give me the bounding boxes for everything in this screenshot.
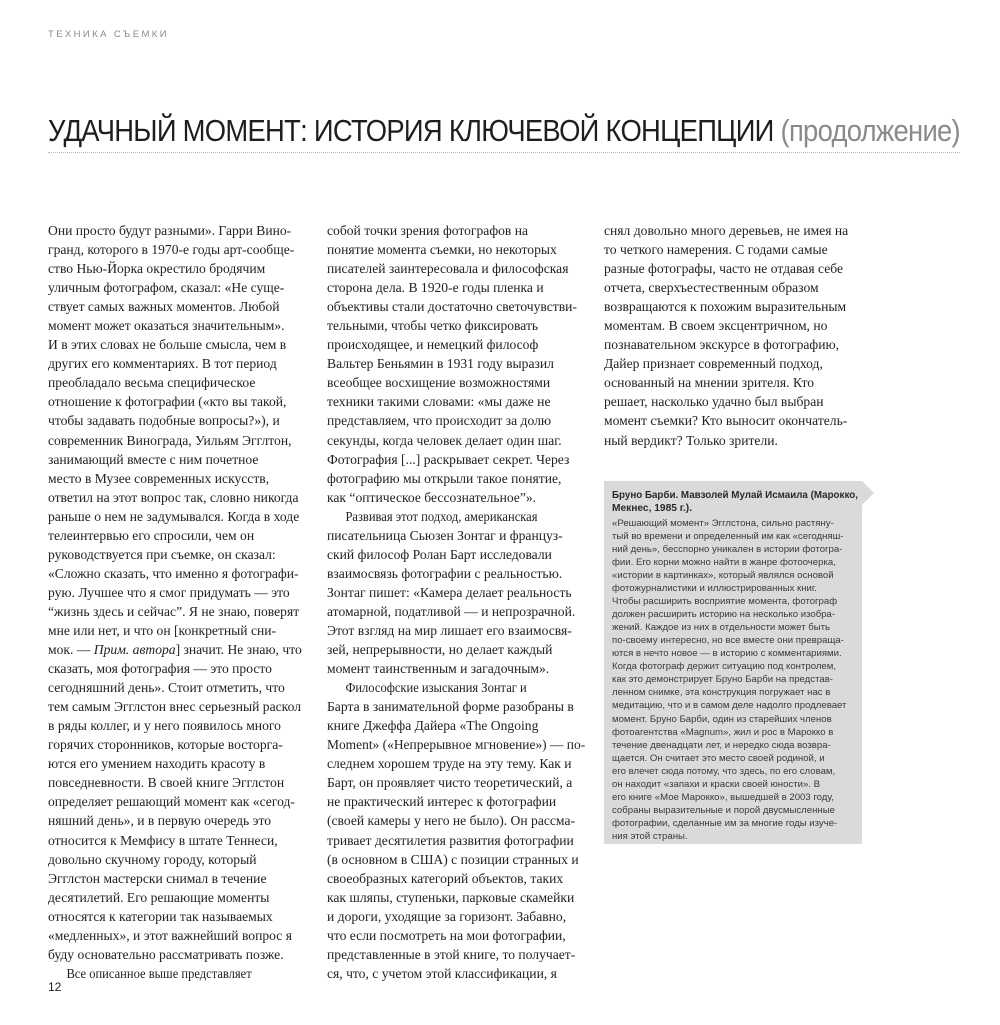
text-line: всеобщее восхищение возможностями <box>327 375 551 391</box>
text-line: то четкого намерения. С годами самые <box>604 242 828 258</box>
text-line: снял довольно много деревьев, не имея на <box>604 223 849 238</box>
caption-line: жений. Каждое из них в отдельности может быть <box>612 622 831 634</box>
text-line: современник Винограда, Уильям Эгглтон, <box>48 432 292 448</box>
text-line: относятся к категории так называемых <box>48 908 273 924</box>
text-line: других его комментариях. В тот период <box>48 356 277 372</box>
body-column-2 <box>327 221 585 983</box>
text-line: секунды, когда человек делает один шаг. <box>327 432 562 448</box>
text-line: телеинтервью его спросили, чем он <box>48 527 255 543</box>
text-line: И в этих словах не больше смысла, чем в <box>48 337 287 353</box>
caption-line: собраны выразительные и порой двусмысленные <box>612 804 835 816</box>
text-line: сказать, моя фотография — это просто <box>48 661 272 677</box>
text-line: момент съемки? Кто выносит окончатель- <box>604 413 848 429</box>
text-line: довольно скучному городу, который <box>48 851 257 867</box>
text-line: гранд, которого в 1970-е годы арт-сообще- <box>48 242 295 258</box>
caption-line: ния этой страны. <box>612 830 688 842</box>
text-line: происходящее, и немецкий философ <box>327 337 539 353</box>
text-line: фотографию мы открыли такое понятие, <box>327 470 562 486</box>
text-line: как шляпы, ступеньки, парковые скамейки <box>327 889 575 905</box>
text-line: решает, насколько удачно был выбран <box>604 394 824 410</box>
text-line: своеобразных категорий объектов, таких <box>327 870 564 886</box>
text-line: Барт, он проявляет чисто теоретический, а <box>327 775 573 791</box>
text-line: рую. Лучшее что я смог придумать — это <box>48 584 290 600</box>
text-line: относится к Мемфису в штате Теннеси, <box>48 832 278 848</box>
text-line: повседневности. В своей книге Эгглстон <box>48 775 285 791</box>
photo-caption <box>612 489 858 843</box>
caption-line: его книге «Мое Марокко», вышедшей в 2003 году, <box>612 791 834 803</box>
text-line: раньше о нем не задумывался. Когда в ходе <box>48 508 300 524</box>
text-line: тельными, чтобы четко фиксировать <box>327 318 539 334</box>
text-line: (своей камеры у него не было). Он рассма- <box>327 813 576 829</box>
caption-line: он находит «запахи и краски своей юности». В <box>612 778 821 790</box>
text-line: ный вердикт? Только зрители. <box>604 432 778 448</box>
text-line: техники такими словами: «мы даже не <box>327 394 551 410</box>
body-column-3 <box>604 221 862 450</box>
text-line: Вальтер Беньямин в 1931 году выразил <box>327 356 554 372</box>
caption-line: ленном снимке, эта конструкция погружает нас в <box>612 687 831 699</box>
text-line: как “оптическое бессознательное”». <box>327 489 537 505</box>
text-line: представляем, что происходит за долю <box>327 413 552 429</box>
caption-line: «Решающий момент» Эгглстона, сильно растяну- <box>612 517 834 529</box>
text-line: следнем хорошем труде на эту тему. Как и <box>327 756 572 772</box>
text-line: няшний день», и в первую очередь это <box>48 813 272 829</box>
text-line: отношение к фотографии («кто вы такой, <box>48 394 287 410</box>
text-line: и дороги, уходящие за горизонт. Забавно, <box>327 908 567 924</box>
text-line: Они просто будут разными». Гарри Вино- <box>48 223 292 238</box>
text-line: объективы стали достаточно светочувстви- <box>327 299 577 315</box>
text-line: взаимосвязь фотографии с реальностью. <box>327 565 563 581</box>
text-line: Развивая этот подход, американская <box>345 508 538 524</box>
text-line: ство Нью-Йорка окрестило бродячим <box>48 261 266 277</box>
text-line: Фотография [...] раскрывает секрет. Через <box>327 451 570 467</box>
text-line: понятие момента съемки, но некоторых <box>327 242 557 258</box>
text-line: Эгглстон мастерски снимал в течение <box>48 870 267 886</box>
caption-body <box>612 517 858 843</box>
text-line: тривает десятилетия развития фотографии <box>327 832 574 848</box>
caption-line: по-своему интересно, но все вместе они превраща- <box>612 635 844 647</box>
text-line: мне или нет, и что он [конкретный сни- <box>48 622 277 638</box>
caption-title-line: Мекнес, 1985 г.). <box>612 503 693 515</box>
text-line: в ряды коллег, и у него появилось много <box>48 718 281 734</box>
text-line: чтобы задавать подобные вопросы?»), и <box>48 413 280 429</box>
text-line: руководствуется при съемке, он сказал: <box>48 546 276 562</box>
caption-line: Когда фотограф держит ситуацию под контролем, <box>612 661 837 673</box>
caption-line: течение двенадцати лет, и нередко сюда возвра- <box>612 739 831 751</box>
caption-title-line: Бруно Барби. Мавзолей Мулай Исмаила (Марокко, <box>612 490 858 501</box>
text-line: возвращаются к похожим выразительным <box>604 299 847 315</box>
text-line: Философские изыскания Зонтаг и <box>345 680 527 696</box>
text-line: ются его умением находить красоту в <box>48 756 266 772</box>
text-line: зей, непрерывности, но делает каждый <box>327 642 553 658</box>
text-line: «медленных», и этот важнейший вопрос я <box>48 927 292 943</box>
caption-line: момент. Бруно Барби, один из старейших членов <box>612 713 832 725</box>
caption-line: как это демонстрирует Бруно Барби на представ- <box>612 674 833 686</box>
caption-line: фотографии, сделанные им за многие годы изуче- <box>612 817 838 829</box>
text-line: что если посмотреть на мои фотографии, <box>327 927 566 943</box>
text-line: Дайер признает современный подход, <box>604 356 823 372</box>
text-line: познавательном экскурсе в фотографию, <box>604 337 840 353</box>
caption-line: тый во времени и определенный им как «сегодняш- <box>612 530 844 542</box>
caption-line: должен расширить историю на несколько изобра- <box>612 609 836 621</box>
text-line: представленные в этой книге, то получает- <box>327 946 576 962</box>
caption-line: ний день», бесспорно уникален в истории фотогра- <box>612 543 843 555</box>
text-line: место в Музее современных искусств, <box>48 470 270 486</box>
text-line: момент может оказаться значительным». <box>48 318 285 334</box>
text-line: разные фотографы, часто не отдавая себе <box>604 261 843 277</box>
text-line: Этот взгляд на мир лишает его взаимосвя- <box>327 622 572 638</box>
text-line: мок. — Прим. автора] значит. Не знаю, что <box>48 642 302 658</box>
body-column-1 <box>48 221 306 983</box>
section-label: ТЕХНИКА СЪЕМКИ <box>48 29 169 40</box>
text-line: ствует самых важных моментов. Любой <box>48 299 280 315</box>
text-line: писательница Сьюзен Зонтаг и француз- <box>327 527 563 543</box>
title-continued: (продолжение) <box>780 114 960 148</box>
caption-line: ются в нечто новое — в историю с комментариями. <box>612 648 842 660</box>
text-line: (в основном в США) с позиции странных и <box>327 851 579 867</box>
text-line: «Сложно сказать, что именно я фотографи- <box>48 565 299 581</box>
caption-pointer-arrow <box>862 481 874 505</box>
text-line: Барта в занимательной форме разобраны в <box>327 699 574 715</box>
caption-line: «истории в картинках», который являлся основой <box>612 570 834 581</box>
text-line: буду основательно рассматривать позже. <box>48 946 284 962</box>
caption-line: медитацию, что и в самом деле надолго продлевает <box>612 700 847 712</box>
text-line: определяет решающий момент как «сегод- <box>48 794 295 810</box>
text-line: писателей заинтересовала и философская <box>327 261 569 277</box>
text-line: книге Джеффа Дайера «The Ongoing <box>327 718 539 734</box>
text-line: десятилетий. Его решающие моменты <box>48 889 270 905</box>
text-line: Moment» («Непрерывное мгновение») — по- <box>327 737 586 753</box>
text-line: горячих сторонников, которые восторга- <box>48 737 283 753</box>
text-line: тем самым Эгглстон внес серьезный раскол <box>48 699 301 715</box>
text-line: отчета, сверхъестественным образом <box>604 280 819 296</box>
text-line: сторона дела. В 1920-е годы пленка и <box>327 280 544 296</box>
page-title <box>48 108 960 154</box>
text-line: моментам. В своем эксцентричном, но <box>604 318 828 334</box>
text-line: Зонтаг пишет: «Камера делает реальность <box>327 584 572 600</box>
text-line: занимающий вместе с ним почетное <box>48 451 259 467</box>
text-line: преобладало весьма специфическое <box>48 375 256 391</box>
text-line: Все описанное выше представляет <box>66 965 252 981</box>
text-line: собой точки зрения фотографов на <box>327 223 529 238</box>
text-line: сегодняшний день». Стоит отметить, что <box>48 680 285 696</box>
text-line: ответил на этот вопрос так, словно никогда <box>48 489 299 505</box>
text-line: момент таинственным и загадочным». <box>327 661 550 677</box>
text-line: атомарной, податливой — и непрозрачной. <box>327 603 576 619</box>
text-line: не практический интерес к фотографии <box>327 794 557 810</box>
text-line: основанный на мнении зрителя. Кто <box>604 375 815 391</box>
text-line: уличным фотографом, сказал: «Не суще- <box>48 280 285 296</box>
title-divider <box>48 152 960 153</box>
text-line: “жизнь здесь и сейчас”. Я не знаю, поверят <box>48 603 300 619</box>
caption-line: Чтобы расширить восприятие момента, фотограф <box>612 596 838 608</box>
title-main: УДАЧНЫЙ МОМЕНТ: ИСТОРИЯ КЛЮЧЕВОЙ КОНЦЕПЦИИ <box>48 114 774 148</box>
caption-line: его влечет сюда потому, что здесь, по его словам, <box>612 765 836 777</box>
caption-line: фотожурналистики и иллюстрированных книг. <box>612 583 817 595</box>
caption-line: фии. Его корни можно найти в жанре фотоочерка, <box>612 556 836 568</box>
caption-title <box>612 489 858 516</box>
page-number: 12 <box>48 980 62 994</box>
caption-line: щается. Он считает это место своей родиной, и <box>612 752 825 764</box>
caption-line: фотоагентства «Magnum», жил и рос в Марокко в <box>612 726 834 738</box>
text-line: ский философ Ролан Барт исследовали <box>327 546 552 562</box>
text-line: ся, что, с учетом этой классификации, я <box>327 965 557 981</box>
